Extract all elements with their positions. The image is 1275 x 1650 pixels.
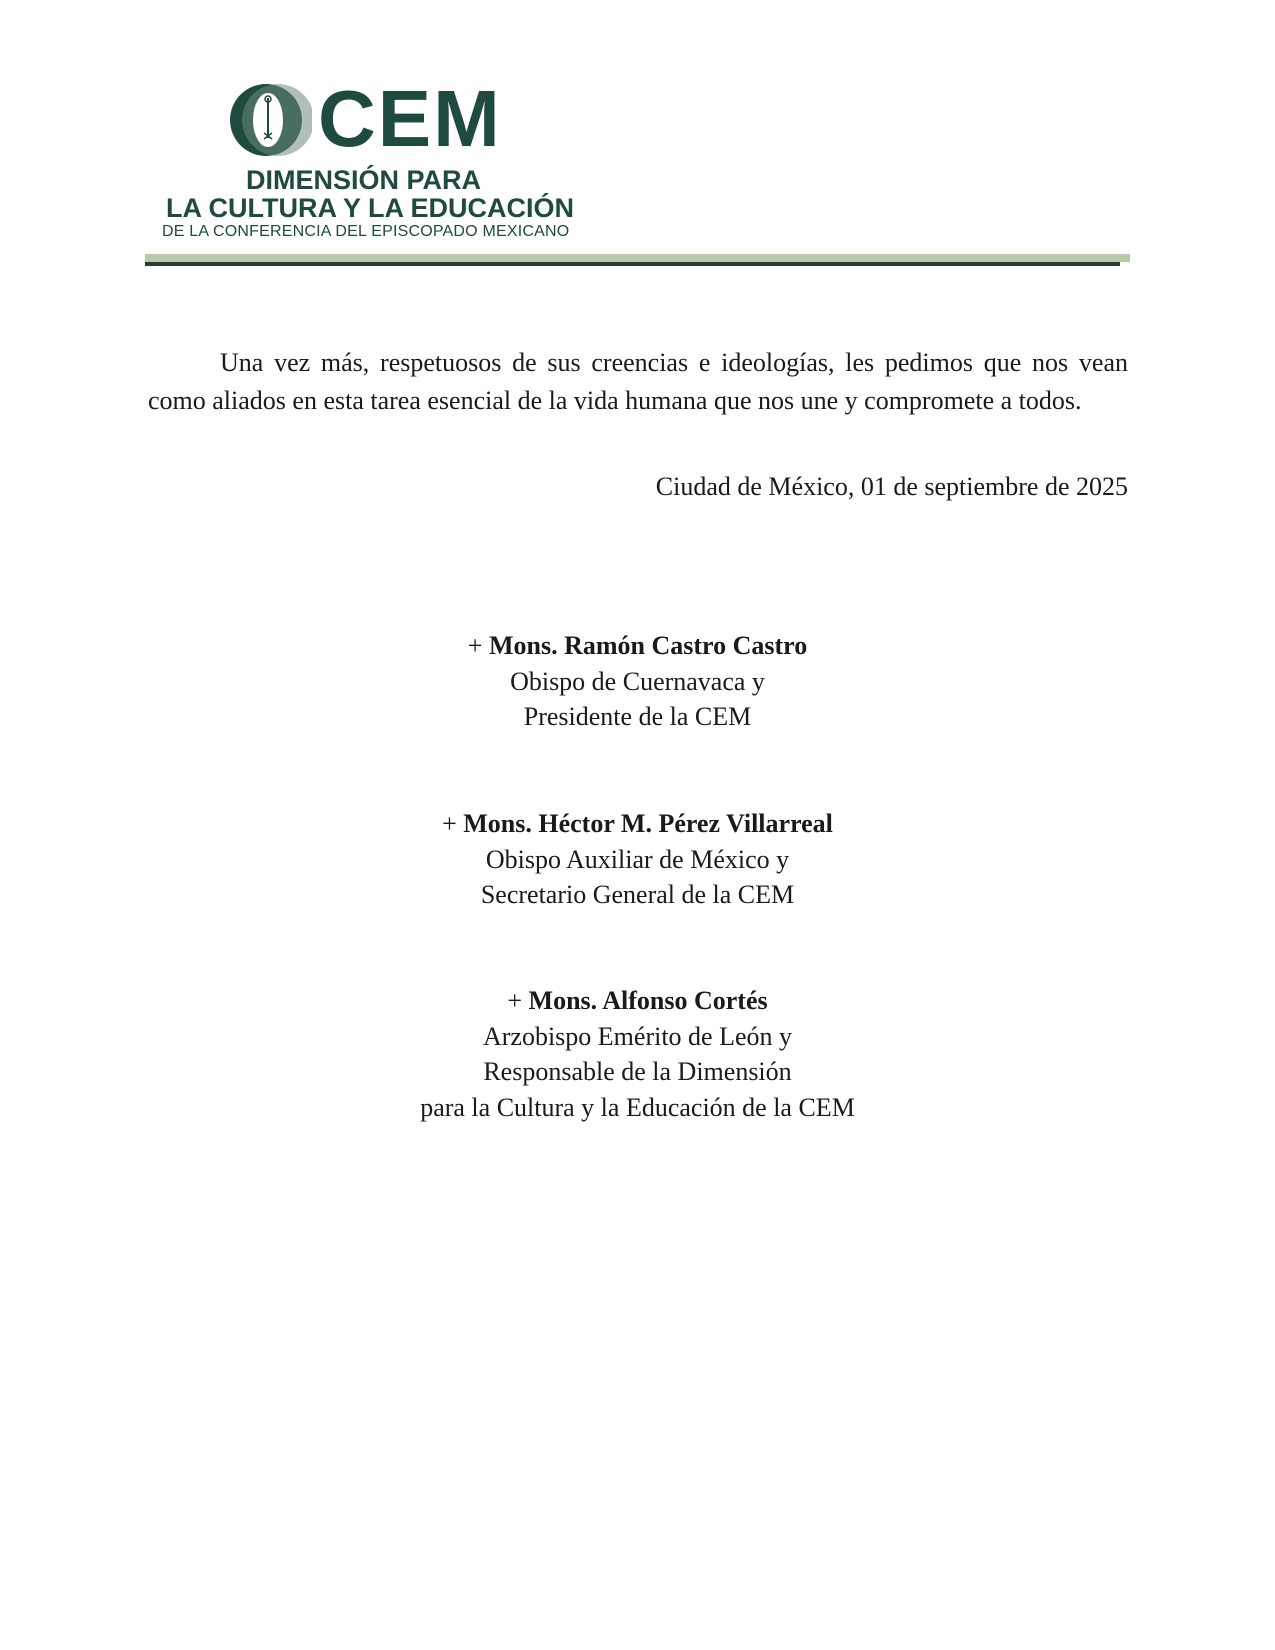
header-divider-light xyxy=(145,254,1130,262)
logo-subtitle-line1: DIMENSIÓN PARA xyxy=(246,165,482,195)
signatory-name-text: Mons. Alfonso Cortés xyxy=(528,986,768,1015)
signatory-name-text: Mons. Ramón Castro Castro xyxy=(488,631,808,660)
cross-prefix: + xyxy=(467,631,489,660)
signatory-title-line: Obispo de Cuernavaca y xyxy=(510,666,765,696)
signatory-name xyxy=(0,983,1275,1019)
cross-prefix: + xyxy=(507,986,529,1015)
body-paragraph xyxy=(148,344,1128,419)
logo-wordmark: CEM xyxy=(318,74,502,163)
signature-block xyxy=(0,983,1275,1125)
body-paragraph-text: Una vez más, respetuosos de sus creencias e ideologías, les pedimos que nos vean como aliados en esta tarea esencial de la vida humana que nos une y compromete a todos. xyxy=(148,348,1128,415)
signatory-title-line: Responsable de la Dimensión xyxy=(483,1057,792,1086)
header-divider-dark xyxy=(145,262,1120,266)
logo-subtitle-line3: DE LA CONFERENCIA DEL EPISCOPADO MEXICANO xyxy=(162,223,570,240)
logo-subtitle-line2: LA CULTURA Y LA EDUCACIÓN xyxy=(166,193,574,223)
signatory-title-line: para la Cultura y la Educación de la CEM xyxy=(420,1092,855,1122)
signature-block xyxy=(0,806,1275,913)
cross-prefix: + xyxy=(442,809,464,838)
cem-logo-emblem-icon xyxy=(228,78,312,162)
signature-block xyxy=(0,628,1275,735)
signatory-name-text: Mons. Héctor M. Pérez Villarreal xyxy=(463,809,833,838)
signatory-title-line: Obispo Auxiliar de México y xyxy=(485,844,790,874)
signatory-title-line: Presidente de la CEM xyxy=(523,702,752,731)
header-divider xyxy=(145,254,1130,268)
signatory-title-line: Arzobispo Emérito de León y xyxy=(482,1021,793,1051)
date-line: Ciudad de México, 01 de septiembre de 2025 xyxy=(655,472,1128,501)
signatory-name xyxy=(0,628,1275,664)
signatory-title-line: Secretario General de la CEM xyxy=(480,880,795,909)
signatory-name xyxy=(0,806,1275,842)
